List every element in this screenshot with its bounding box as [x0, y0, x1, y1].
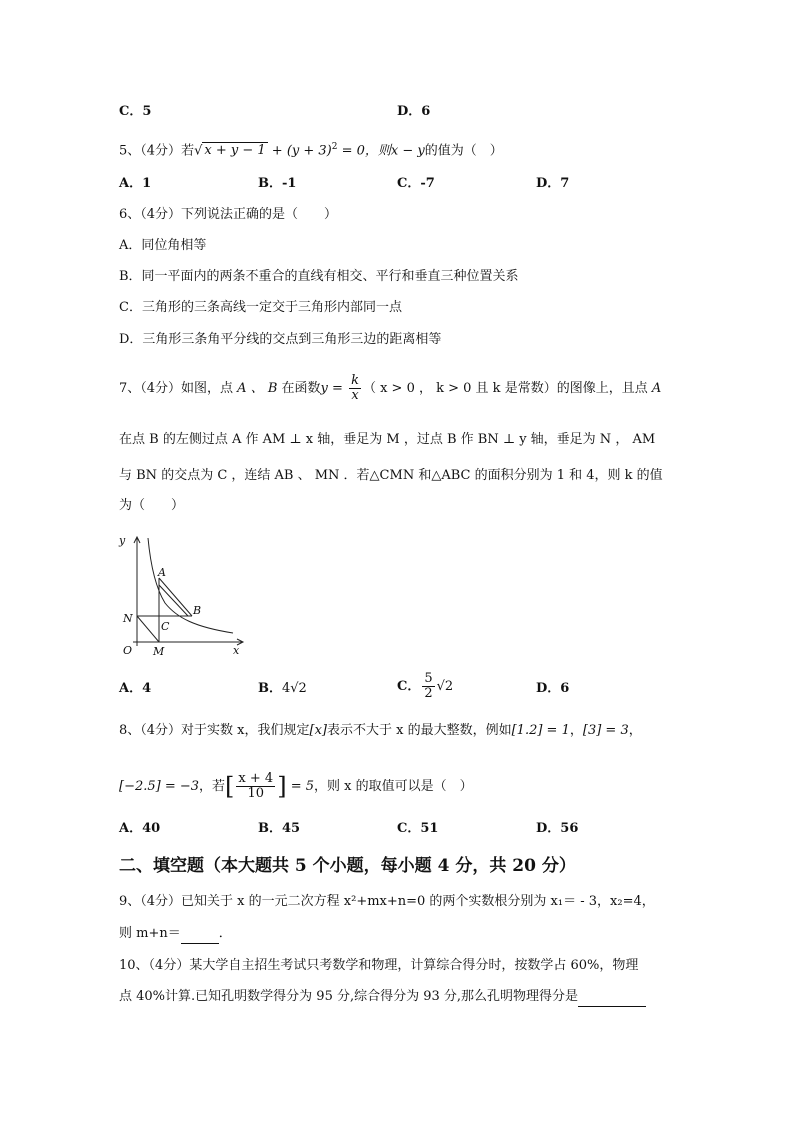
- option-letter: B．: [258, 681, 282, 696]
- sqrt-symbol: √: [194, 143, 203, 159]
- hyperbola-curve: [148, 538, 233, 633]
- section-title: 二、填空题（本大题共 5 个小题，每小题 4 分，共 20 分）: [119, 856, 576, 876]
- q5-option-b: [258, 174, 296, 194]
- option-letter: C．: [397, 679, 421, 694]
- label-c: C: [161, 620, 170, 633]
- option-value: 51: [420, 821, 439, 836]
- q7-line4: 为（ ）: [119, 498, 185, 513]
- q8-fraction: [236, 772, 275, 801]
- option-value: 4: [142, 681, 152, 696]
- option-letter: C．: [119, 104, 143, 119]
- q5-option-c: [397, 174, 435, 194]
- q8-text: 8、（4分）对于实数 x，我们规定: [119, 723, 310, 738]
- q8-line1: [119, 721, 642, 741]
- q8-example: [3] = 3: [582, 723, 629, 738]
- q7-line2: 在点 B 的左侧过点 A 作 AM ⊥ x 轴，垂足为 M ，过点 B 作 BN ⊥ y 轴，垂足为 N ， AM: [119, 432, 656, 447]
- q6-option-a: A．同位角相等: [119, 238, 207, 253]
- option-value: 6: [421, 104, 431, 119]
- q5-option-a: [119, 174, 151, 194]
- q7-figure: [115, 530, 250, 660]
- option-fraction: [422, 672, 434, 701]
- q5-plus: +: [267, 143, 287, 159]
- option-letter: A．: [119, 176, 143, 191]
- option-value: 5: [142, 104, 152, 119]
- label-m: M: [153, 645, 165, 658]
- option-value: 7: [560, 176, 570, 191]
- q7-option-a: [119, 679, 151, 699]
- q7-points: A 、 B: [233, 381, 282, 396]
- option-value: -7: [420, 176, 435, 191]
- question-score: （4分）: [140, 143, 182, 159]
- label-b: B: [193, 604, 202, 617]
- q5-exponent: 2: [331, 142, 338, 152]
- q7-option-c: [397, 672, 453, 701]
- q5-option-d: [536, 174, 569, 194]
- q5-post: 的值为（ ）: [424, 143, 503, 159]
- option-value: 6: [560, 681, 570, 696]
- label-a: A: [158, 566, 166, 579]
- q8-example: [−2.5] = −3: [119, 779, 200, 794]
- q7-text: 在函数: [281, 381, 321, 396]
- option-value: 56: [560, 821, 579, 836]
- q10-line2: [119, 987, 646, 1007]
- q8-line2: [119, 772, 473, 801]
- q7-line3: 与 BN 的交点为 C ，连结 AB 、 MN ．若△CMN 和△ABC 的面积分别为 1 和 4，则 k 的值: [119, 468, 663, 483]
- answer-blank[interactable]: [181, 927, 219, 944]
- fraction-numerator: k: [351, 373, 359, 388]
- answer-blank[interactable]: [578, 990, 646, 1007]
- q7-text: A: [647, 381, 662, 396]
- q7-text: （ x > 0 ， k > 0 且 k 是常数）的图像上，且点: [362, 381, 648, 396]
- label-o: O: [123, 644, 133, 657]
- q8-option-b: [258, 819, 300, 839]
- q8-bracket: [x]: [309, 723, 327, 738]
- q5-expr: x − y: [390, 143, 425, 159]
- question-number: 5、: [119, 143, 141, 159]
- option-value: 45: [282, 821, 301, 836]
- label-x: x: [233, 644, 240, 657]
- q7-fraction: [349, 374, 361, 403]
- label-y: y: [119, 534, 126, 547]
- option-letter: C．: [397, 821, 421, 836]
- q6-option-d: D．三角形三条角平分线的交点到三角形三边的距离相等: [119, 332, 442, 347]
- option-letter: A．: [119, 681, 143, 696]
- q9-line2: [119, 924, 232, 944]
- fraction-numerator: 5: [424, 671, 433, 686]
- q9-line1: 9、（4分）已知关于 x 的一元二次方程 x²+mx+n=0 的两个实数根分别为 x₁＝ - 3，x₂=4，: [119, 894, 655, 909]
- q8-text: ，若: [199, 779, 226, 794]
- q5-stem: [119, 137, 503, 161]
- q8-option-a: [119, 819, 160, 839]
- q8-eq: = 5: [286, 779, 314, 794]
- q8-option-d: [536, 819, 578, 839]
- right-bracket: ]: [277, 772, 287, 801]
- fraction-denominator: 2: [424, 686, 433, 701]
- q5-paren: (y + 3): [286, 143, 332, 159]
- option-letter: B．: [258, 821, 282, 836]
- option-value: 1: [142, 176, 152, 191]
- q7-text: 7、（4分）如图，点: [119, 381, 234, 396]
- q9-text: 则 m+n＝: [119, 926, 181, 941]
- option-letter: B．: [258, 176, 282, 191]
- fraction-numerator: x + 4: [238, 771, 274, 786]
- q6-option-b: B．同一平面内的两条不重合的直线有相交、平行和垂直三种位置关系: [119, 269, 519, 284]
- fraction-denominator: 10: [247, 786, 265, 801]
- option-letter: D．: [536, 681, 561, 696]
- option-letter: A．: [119, 821, 143, 836]
- q6-option-c: C．三角形的三条高线一定交于三角形内部同一点: [119, 300, 402, 315]
- q9-text: ．: [218, 926, 232, 941]
- option-letter: D．: [397, 104, 422, 119]
- q8-text: ，: [628, 723, 642, 738]
- q10-line1: 10、（4分）某大学自主招生考试只考数学和物理，计算综合得分时，按数学占 60%，物理: [119, 958, 639, 973]
- q5-radicand: x + y − 1: [204, 143, 266, 159]
- q10-text: 点 40%计算.已知孔明数学得分为 95 分,综合得分为 93 分,那么孔明物理得分是: [119, 989, 579, 1004]
- option-letter: C．: [397, 176, 421, 191]
- q8-text: ，: [569, 723, 583, 738]
- label-n: N: [123, 612, 133, 625]
- option-value: 40: [142, 821, 161, 836]
- segment-mn: [137, 616, 159, 642]
- q8-text: 表示不大于 x 的最大整数，例如: [327, 723, 512, 738]
- option-value: 4√2: [282, 681, 307, 696]
- q7-option-d: [536, 679, 569, 699]
- left-bracket: [: [225, 772, 235, 801]
- q8-text: ，则 x 的取值可以是（ ）: [314, 779, 473, 794]
- option-letter: D．: [536, 176, 561, 191]
- q8-option-c: [397, 819, 438, 839]
- option-value: √2: [436, 679, 454, 694]
- segment-ab: [159, 578, 192, 616]
- option-value: -1: [282, 176, 297, 191]
- q5-pre: 若: [181, 143, 195, 159]
- q7-line1: [119, 374, 661, 403]
- q7-fn-lhs: y =: [320, 381, 348, 396]
- q4-option-c: [119, 102, 151, 122]
- fraction-denominator: x: [351, 388, 359, 403]
- q5-eq: = 0，则: [337, 143, 391, 159]
- q8-example: [1.2] = 1: [511, 723, 570, 738]
- q4-option-d: [397, 102, 430, 122]
- q6-stem: 6、（4分）下列说法正确的是（ ）: [119, 207, 338, 222]
- q7-option-b: [258, 679, 307, 699]
- option-letter: D．: [536, 821, 561, 836]
